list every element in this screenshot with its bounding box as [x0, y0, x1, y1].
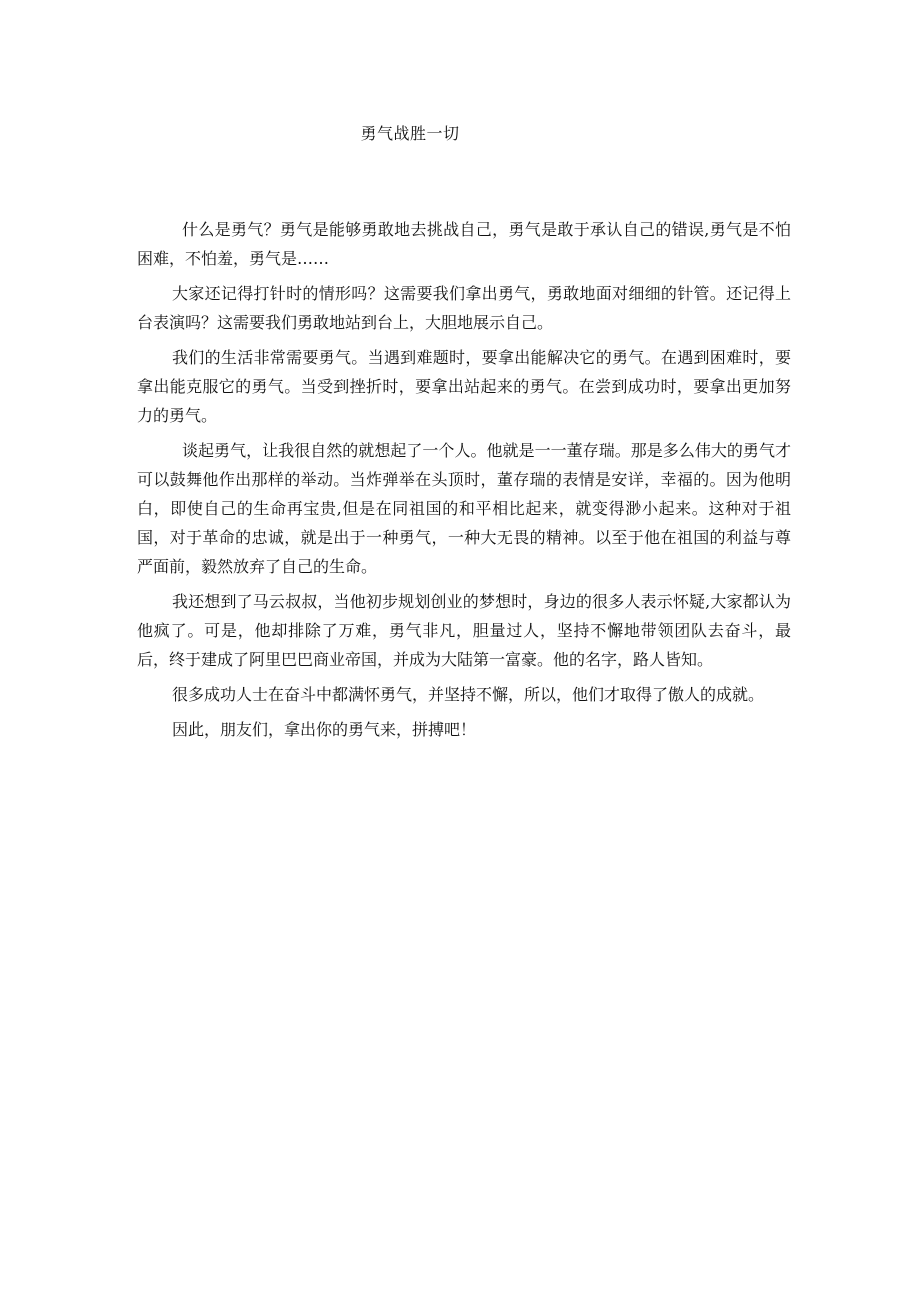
paragraph-4: 谈起勇气，让我很自然的就想起了一个人。他就是一一董存瑞。那是多么伟大的勇气才可以鼓舞他作出那样的举动。当炸弹举在头顶时，董存瑞的表情是安详，幸福的。因为他明白，即使自己的生命再宝贵,但是在同祖国的和平相比起来，就变得渺小起来。这种对于祖国，对于革命的忠诚，就是出于一种勇气，一种大无畏的精神。以至于他在祖国的利益与尊严面前，毅然放弃了自己的生命。	[137, 441, 791, 576]
paragraph-6: 很多成功人士在奋斗中都满怀勇气，并坚持不懈，所以，他们才取得了傲人的成就。	[172, 685, 765, 704]
paragraph-5: 我还想到了马云叔叔，当他初步规划创业的梦想时，身边的很多人表示怀疑,大家都认为他疯了。可是，他却排除了万难，勇气非凡，胆量过人，坚持不懈地带领团队去奋斗，最后，终于建成了阿里巴巴商业帝国，并成为大陆第一富豪。他的名字，路人皆知。	[137, 592, 791, 669]
document-body	[137, 215, 791, 750]
paragraph-3: 我们的生活非常需要勇气。当遇到难题时，要拿出能解决它的勇气。在遇到困难时，要拿出能克服它的勇气。当受到挫折时，要拿出站起来的勇气。在尝到成功时，要拿出更加努力的勇气。	[137, 348, 791, 425]
paragraph-7: 因此，朋友们，拿出你的勇气来，拼搏吧！	[172, 720, 477, 739]
paragraph-1: 什么是勇气？勇气是能够勇敢地去挑战自己，勇气是敢于承认自己的错误,勇气是不怕困难，不怕羞，勇气是……	[137, 220, 791, 268]
paragraph-2: 大家还记得打针时的情形吗？这需要我们拿出勇气，勇敢地面对细细的针管。还记得上台表演吗？这需要我们勇敢地站到台上，大胆地展示自己。	[137, 284, 791, 332]
document-title: 勇气战胜一切	[360, 124, 460, 143]
